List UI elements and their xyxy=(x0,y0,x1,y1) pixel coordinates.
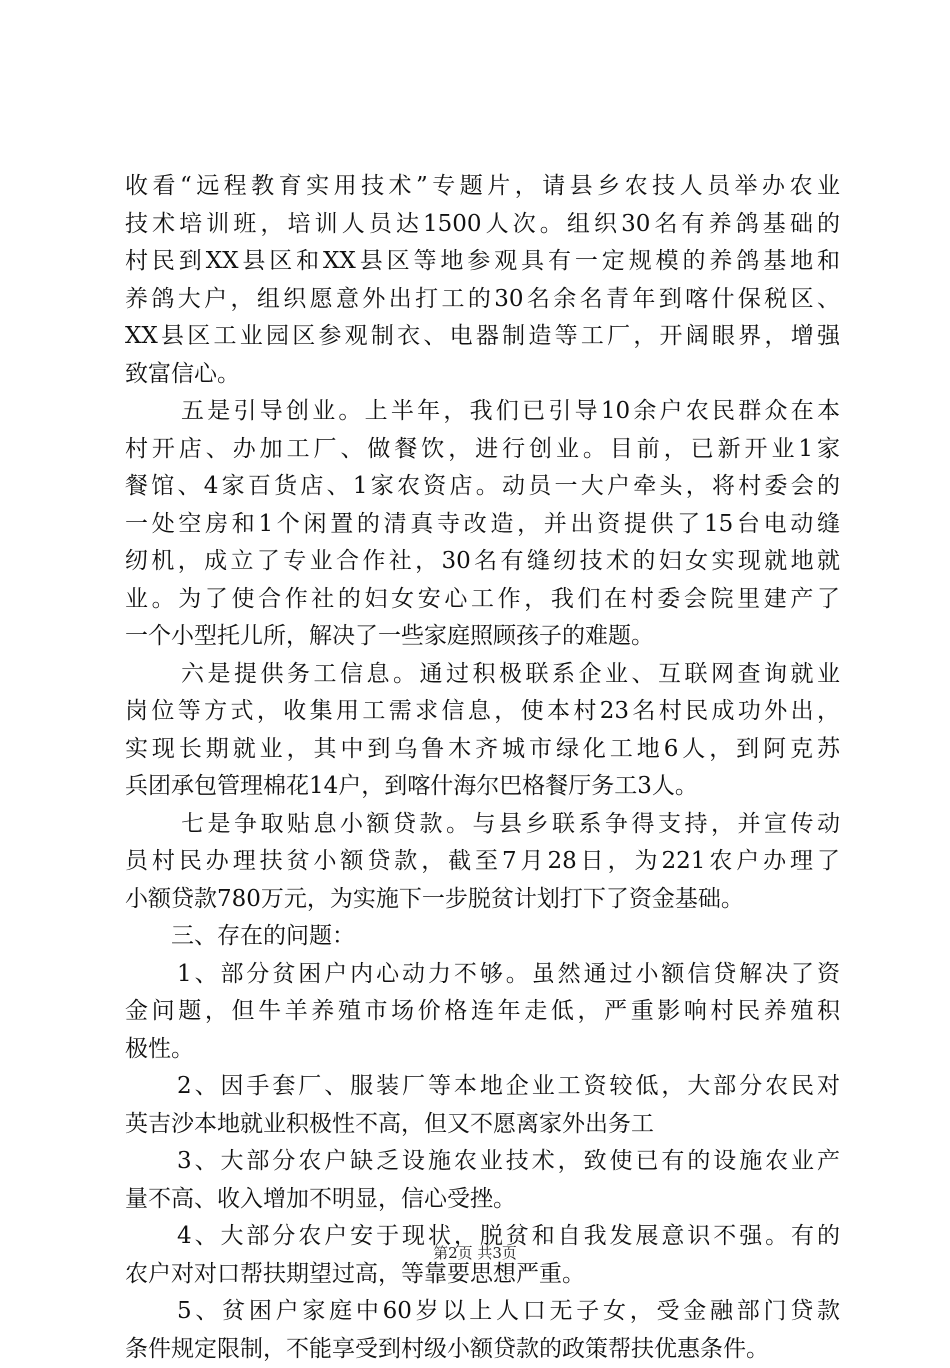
text-line: 六是提供务工信息。通过积极联系企业、互联网查询就业 xyxy=(125,656,840,694)
text-line: 员村民办理扶贫小额贷款，截至7月28日，为221农户办理了 xyxy=(125,843,840,881)
text-line: 三、存在的问题： xyxy=(125,918,840,956)
text-line: 七是争取贴息小额贷款。与县乡联系争得支持，并宣传动 xyxy=(125,806,840,844)
text-line: 五是引导创业。上半年，我们已引导10余户农民群众在本 xyxy=(125,393,840,431)
text-line: 养鸽大户，组织愿意外出打工的30名余名青年到喀什保税区、 xyxy=(125,281,840,319)
text-line: 英吉沙本地就业积极性不高，但又不愿离家外出务工 xyxy=(125,1106,840,1144)
text-line: 纫机，成立了专业合作社，30名有缝纫技术的妇女实现就地就 xyxy=(125,543,840,581)
text-line: 条件规定限制，不能享受到村级小额贷款的政策帮扶优惠条件。 xyxy=(125,1331,840,1368)
text-line: 村民到XX县区和XX县区等地参观具有一定规模的养鸽基地和 xyxy=(125,243,840,281)
document-body xyxy=(125,168,840,1368)
text-line: 3、大部分农户缺乏设施农业技术，致使已有的设施农业产 xyxy=(125,1143,840,1181)
text-line: 岗位等方式，收集用工需求信息，使本村23名村民成功外出， xyxy=(125,693,840,731)
text-line: 农户对对口帮扶期望过高，等靠要思想严重。 xyxy=(125,1256,840,1294)
text-line: 极性。 xyxy=(125,1031,840,1069)
text-line: 实现长期就业，其中到乌鲁木齐城市绿化工地6人，到阿克苏 xyxy=(125,731,840,769)
text-line: 量不高、收入增加不明显，信心受挫。 xyxy=(125,1181,840,1219)
text-line: 一个小型托儿所，解决了一些家庭照顾孩子的难题。 xyxy=(125,618,840,656)
text-line: 1、部分贫困户内心动力不够。虽然通过小额信贷解决了资 xyxy=(125,956,840,994)
text-line: 2、因手套厂、服装厂等本地企业工资较低，大部分农民对 xyxy=(125,1068,840,1106)
page-footer: 第2页 共3页 xyxy=(0,1243,950,1263)
text-line: 金问题，但牛羊养殖市场价格连年走低，严重影响村民养殖积 xyxy=(125,993,840,1031)
text-line: 技术培训班，培训人员达1500人次。组织30名有养鸽基础的 xyxy=(125,206,840,244)
text-line: 一处空房和1个闲置的清真寺改造，并出资提供了15台电动缝 xyxy=(125,506,840,544)
text-line: 5、贫困户家庭中60岁以上人口无子女，受金融部门贷款 xyxy=(125,1293,840,1331)
text-line: 业。为了使合作社的妇女安心工作，我们在村委会院里建产了 xyxy=(125,581,840,619)
text-line: 小额贷款780万元，为实施下一步脱贫计划打下了资金基础。 xyxy=(125,881,840,919)
text-line: 致富信心。 xyxy=(125,356,840,394)
text-line: 4、大部分农户安于现状，脱贫和自我发展意识不强。有的 xyxy=(125,1218,840,1256)
text-line: 兵团承包管理棉花14户，到喀什海尔巴格餐厅务工3人。 xyxy=(125,768,840,806)
text-line: 餐馆、4家百货店、1家农资店。动员一大户牵头，将村委会的 xyxy=(125,468,840,506)
text-line: XX县区工业园区参观制衣、电器制造等工厂，开阔眼界，增强 xyxy=(125,318,840,356)
text-line: 村开店、办加工厂、做餐饮，进行创业。目前，已新开业1家 xyxy=(125,431,840,469)
text-line: 收看“远程教育实用技术”专题片，请县乡农技人员举办农业 xyxy=(125,168,840,206)
